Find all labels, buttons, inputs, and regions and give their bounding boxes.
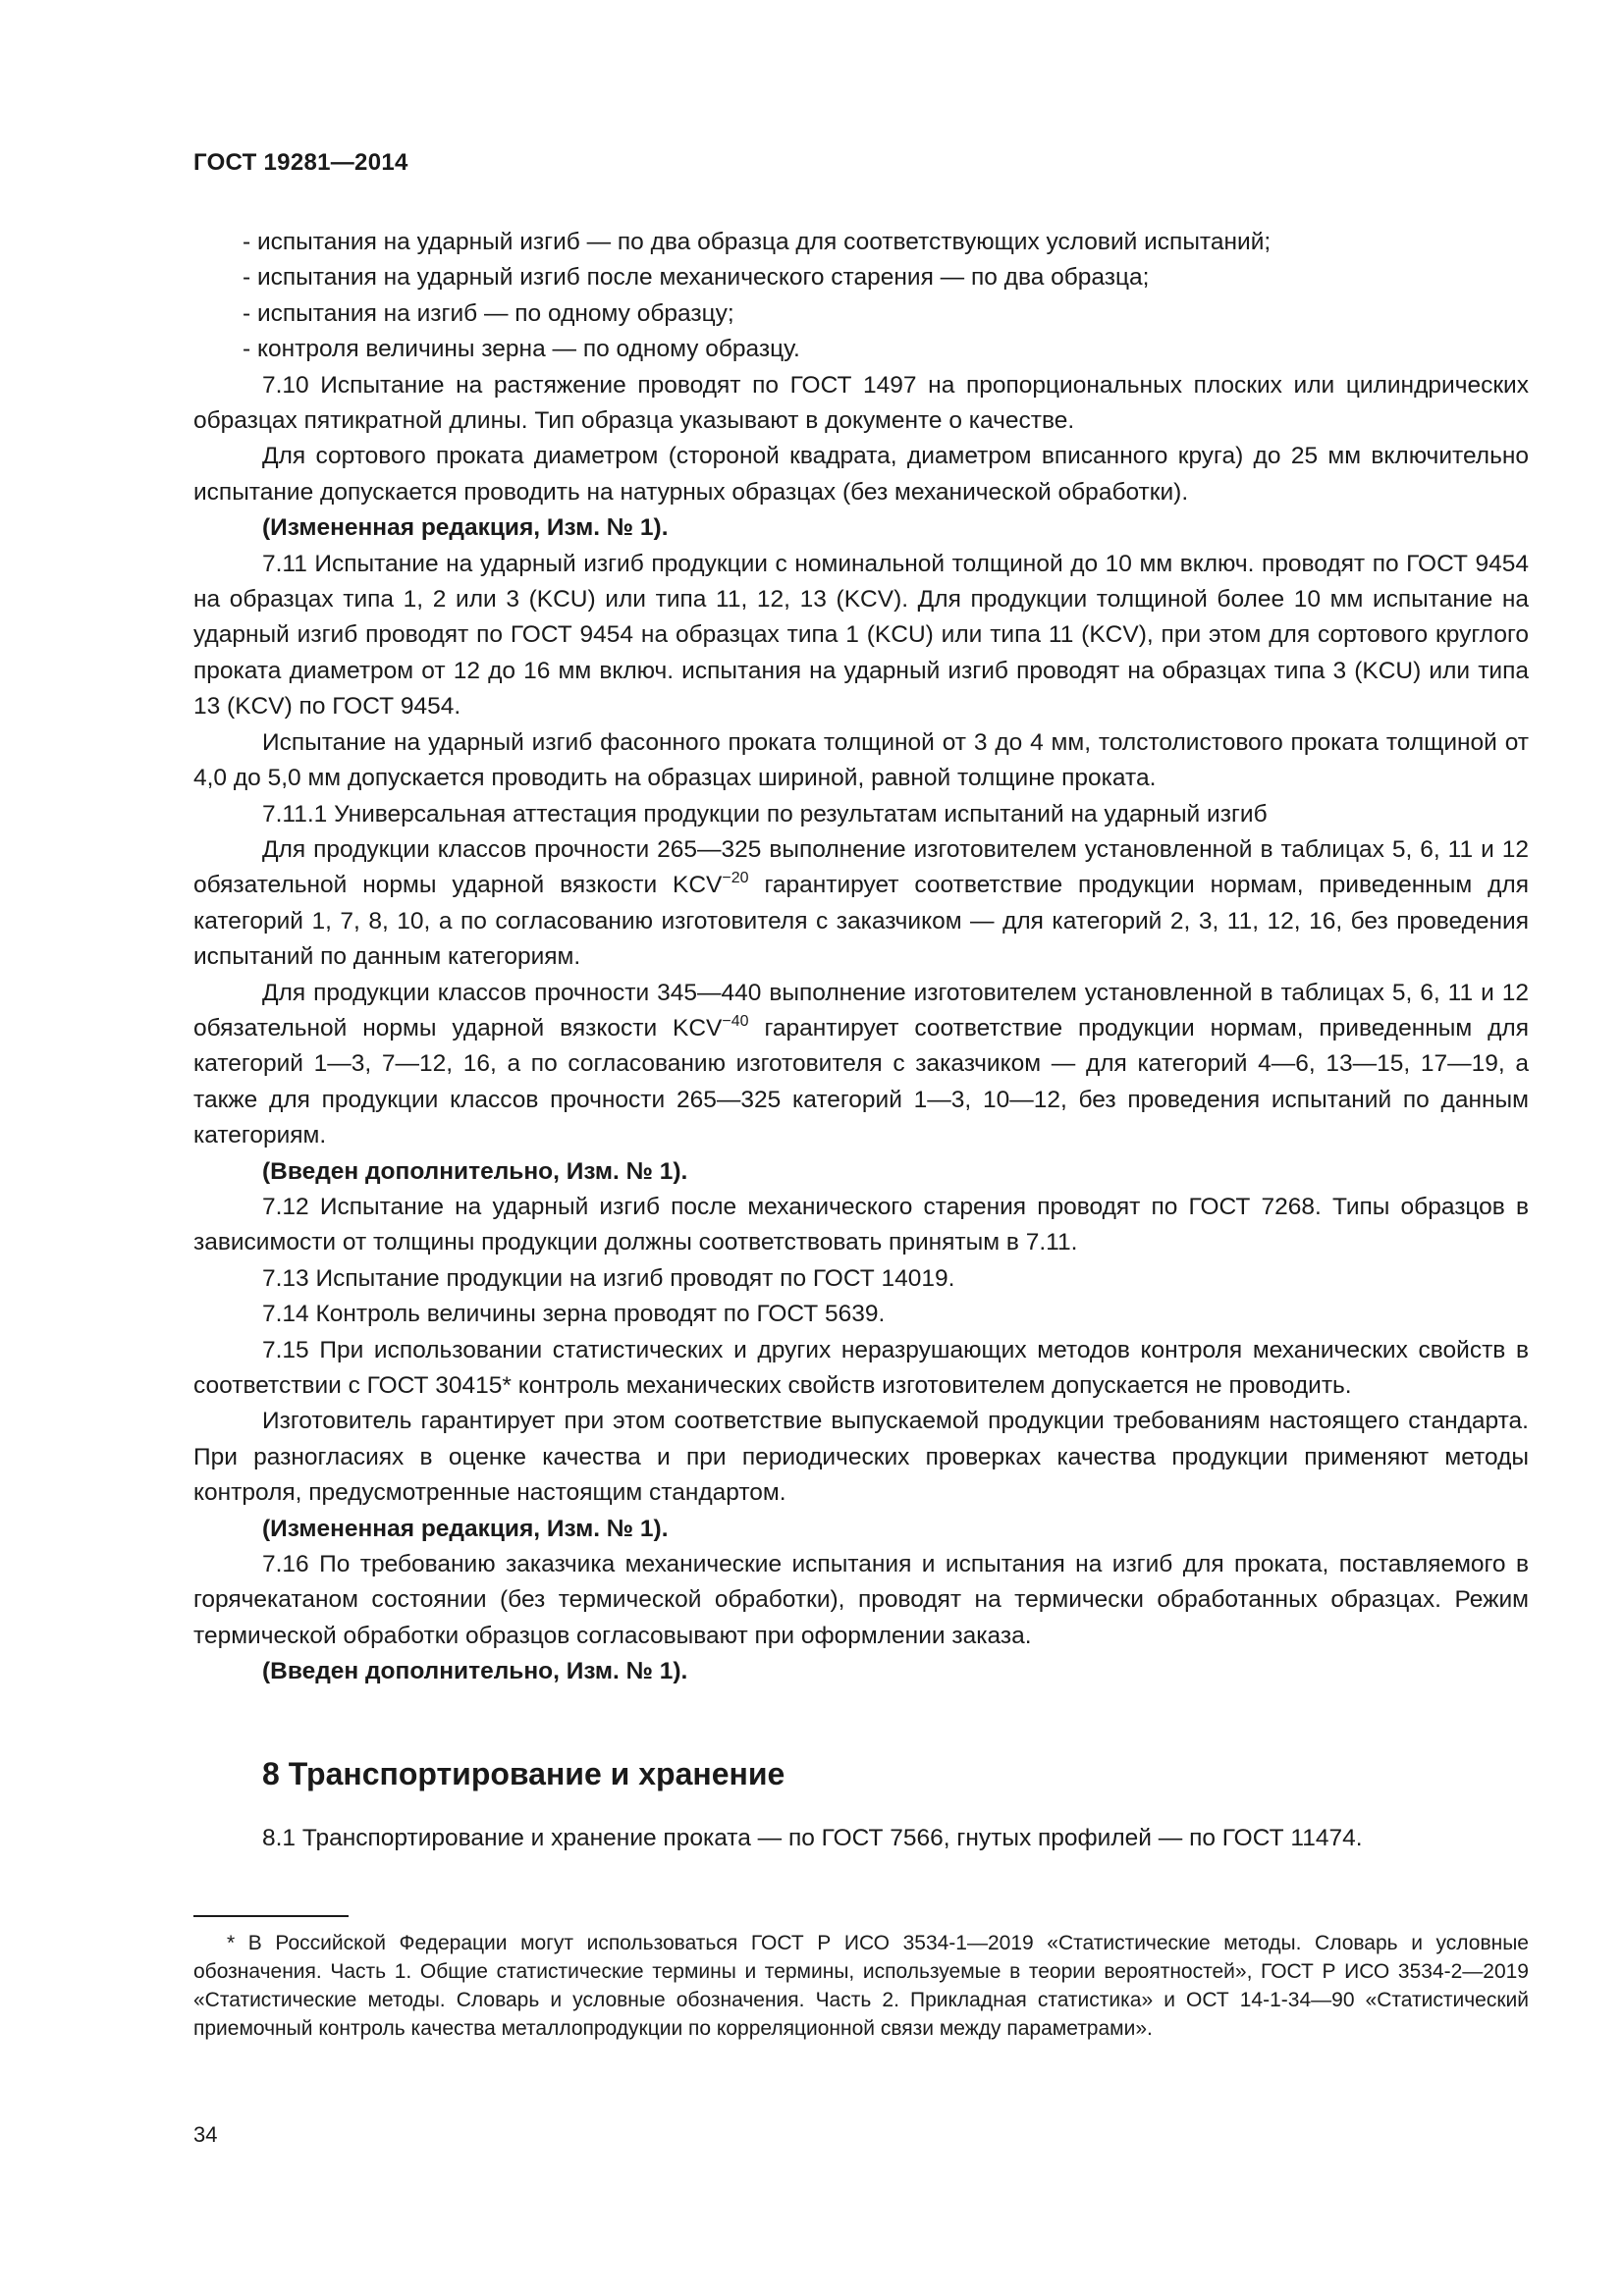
clause-7-13: 7.13 Испытание продукции на изгиб проводят по ГОСТ 14019. [262,1264,955,1292]
text-part: Для продукции классов прочности 265—325 выполнение изготовителем установленной в таблицах 5, 6, 11 и 12 обязательной нормы ударной вязкости KCV [193,835,1529,899]
clause-7-15-paragraph: Изготовитель гарантирует при этом соответствие выпускаемой продукции требованиям настоящего стандарта. При разногласиях в оценке качества и при периодических проверках качества продукции применяют методы контроля, предусмотренные настоящим стандартом. [193,1408,1529,1507]
clause-8-1: 8.1 Транспортирование и хранение проката — по ГОСТ 7566, гнутых профилей — по ГОСТ 11474. [262,1825,1363,1851]
clause-7-11-1: 7.11.1 Универсальная аттестация продукции по результатам испытаний на ударный изгиб [262,800,1268,828]
list-item: - контроля величины зерна — по одному образцу. [243,336,800,363]
page-number: 34 [193,2122,218,2147]
clause-7-16: 7.16 По требованию заказчика механические испытания и испытания на изгиб для проката, поставляемого в горячекатаном состоянии (без термической обработки), проводят на термически обработанных образцах. Режим термической обработки образцов согласовывают при оформлении заказа. [193,1551,1529,1649]
clause-7-12: 7.12 Испытание на ударный изгиб после механического старения проводят по ГОСТ 7268. Типы образцов в зависимости от толщины продукции должны соответствовать принятым в 7.11. [193,1193,1529,1256]
clause-7-14: 7.14 Контроль величины зерна проводят по ГОСТ 5639. [262,1301,886,1328]
document-body [193,225,1529,1690]
footnote-divider [193,1915,349,1917]
clause-7-11-1-paragraph-b [193,976,1529,1154]
clause-7-15: 7.15 При использовании статистических и других неразрушающих методов контроля механических свойств в соответствии с ГОСТ 30415* контроль механических свойств изготовителем допускается не проводить. [193,1336,1529,1399]
clause-7-10: 7.10 Испытание на растяжение проводят по ГОСТ 1497 на пропорциональных плоских или цилиндрических образцах пятикратной длины. Тип образца указывают в документе о качестве. [193,371,1529,435]
clause-7-11: 7.11 Испытание на ударный изгиб продукции с номинальной толщиной до 10 мм включ. проводят по ГОСТ 9454 на образцах типа 1, 2 или 3 (KCU) или типа 11, 12, 13 (KCV). Для продукции толщиной более 10 мм испытание на ударный изгиб проводят по ГОСТ 9454 на образцах типа 1 (KCU) или типа 11 (KCV), при этом для сортового круглого проката диаметром от 12 до 16 мм включ. испытания на ударный изгиб проводят на образцах типа 3 (KCU) или типа 13 (KCV) по ГОСТ 9454. [193,550,1529,721]
text-part: гарантирует соответствие продукции нормам, приведенным для категорий 1, 7, 8, 10, а по согласованию изготовителя с заказчиком — для категорий 2, 3, 11, 12, 16, без проведения испытаний по данным категориям. [193,872,1529,971]
footnote: * В Российской Федерации могут использоваться ГОСТ Р ИСО 3534-1—2019 «Статистические методы. Словарь и условные обозначения. Часть 1. Общие статистические термины и термины, используемые в теории вероятностей», ГОСТ Р ИСО 3534-2—2019 «Статистические методы. Словарь и условные обозначения. Часть 2. Прикладная статистика» и ОСТ 14-1-34—90 «Статистический приемочный контроль качества металлопродукции по корреляционной связи между параметрами». [193,1932,1529,2040]
clause-7-11-paragraph: Испытание на ударный изгиб фасонного проката толщиной от 3 до 4 мм, толстолистового проката толщиной от 4,0 до 5,0 мм допускается проводить на образцах шириной, равной толщине проката. [193,728,1529,792]
superscript: −40 [722,1012,749,1030]
amendment-note: (Измененная редакция, Изм. № 1). [262,1515,669,1542]
clause-7-11-1-paragraph-a [193,832,1529,976]
clause-7-10-paragraph: Для сортового проката диаметром (стороной квадрата, диаметром вписанного круга) до 25 мм включительно испытание допускается проводить на натурных образцах (без механической обработки). [193,443,1529,506]
text-part: Для продукции классов прочности 345—440 выполнение изготовителем установленной в таблицах 5, 6, 11 и 12 обязательной нормы ударной вязкости KCV [193,979,1529,1041]
amendment-note: (Введен дополнительно, Изм. № 1). [262,1658,688,1685]
text-part: гарантирует соответствие продукции нормам, приведенным для категорий 1—3, 7—12, 16, а по согласованию изготовителя с заказчиком — для категорий 4—6, 13—15, 17—19, а также для продукции классов прочности 265—325 категорий 1—3, 10—12, без проведения испытаний по данным категориям. [193,1014,1529,1149]
list-item: - испытания на изгиб — по одному образцу; [243,299,734,327]
list-item: - испытания на ударный изгиб после механического старения — по два образца; [243,264,1150,292]
section-title: 8 Транспортирование и хранение [262,1756,785,1791]
amendment-note: (Измененная редакция, Изм. № 1). [262,514,669,542]
amendment-note: (Введен дополнительно, Изм. № 1). [262,1157,688,1185]
superscript: −20 [722,870,749,887]
list-item: - испытания на ударный изгиб — по два образца для соответствующих условий испытаний; [243,229,1272,255]
document-header: ГОСТ 19281—2014 [193,149,408,176]
